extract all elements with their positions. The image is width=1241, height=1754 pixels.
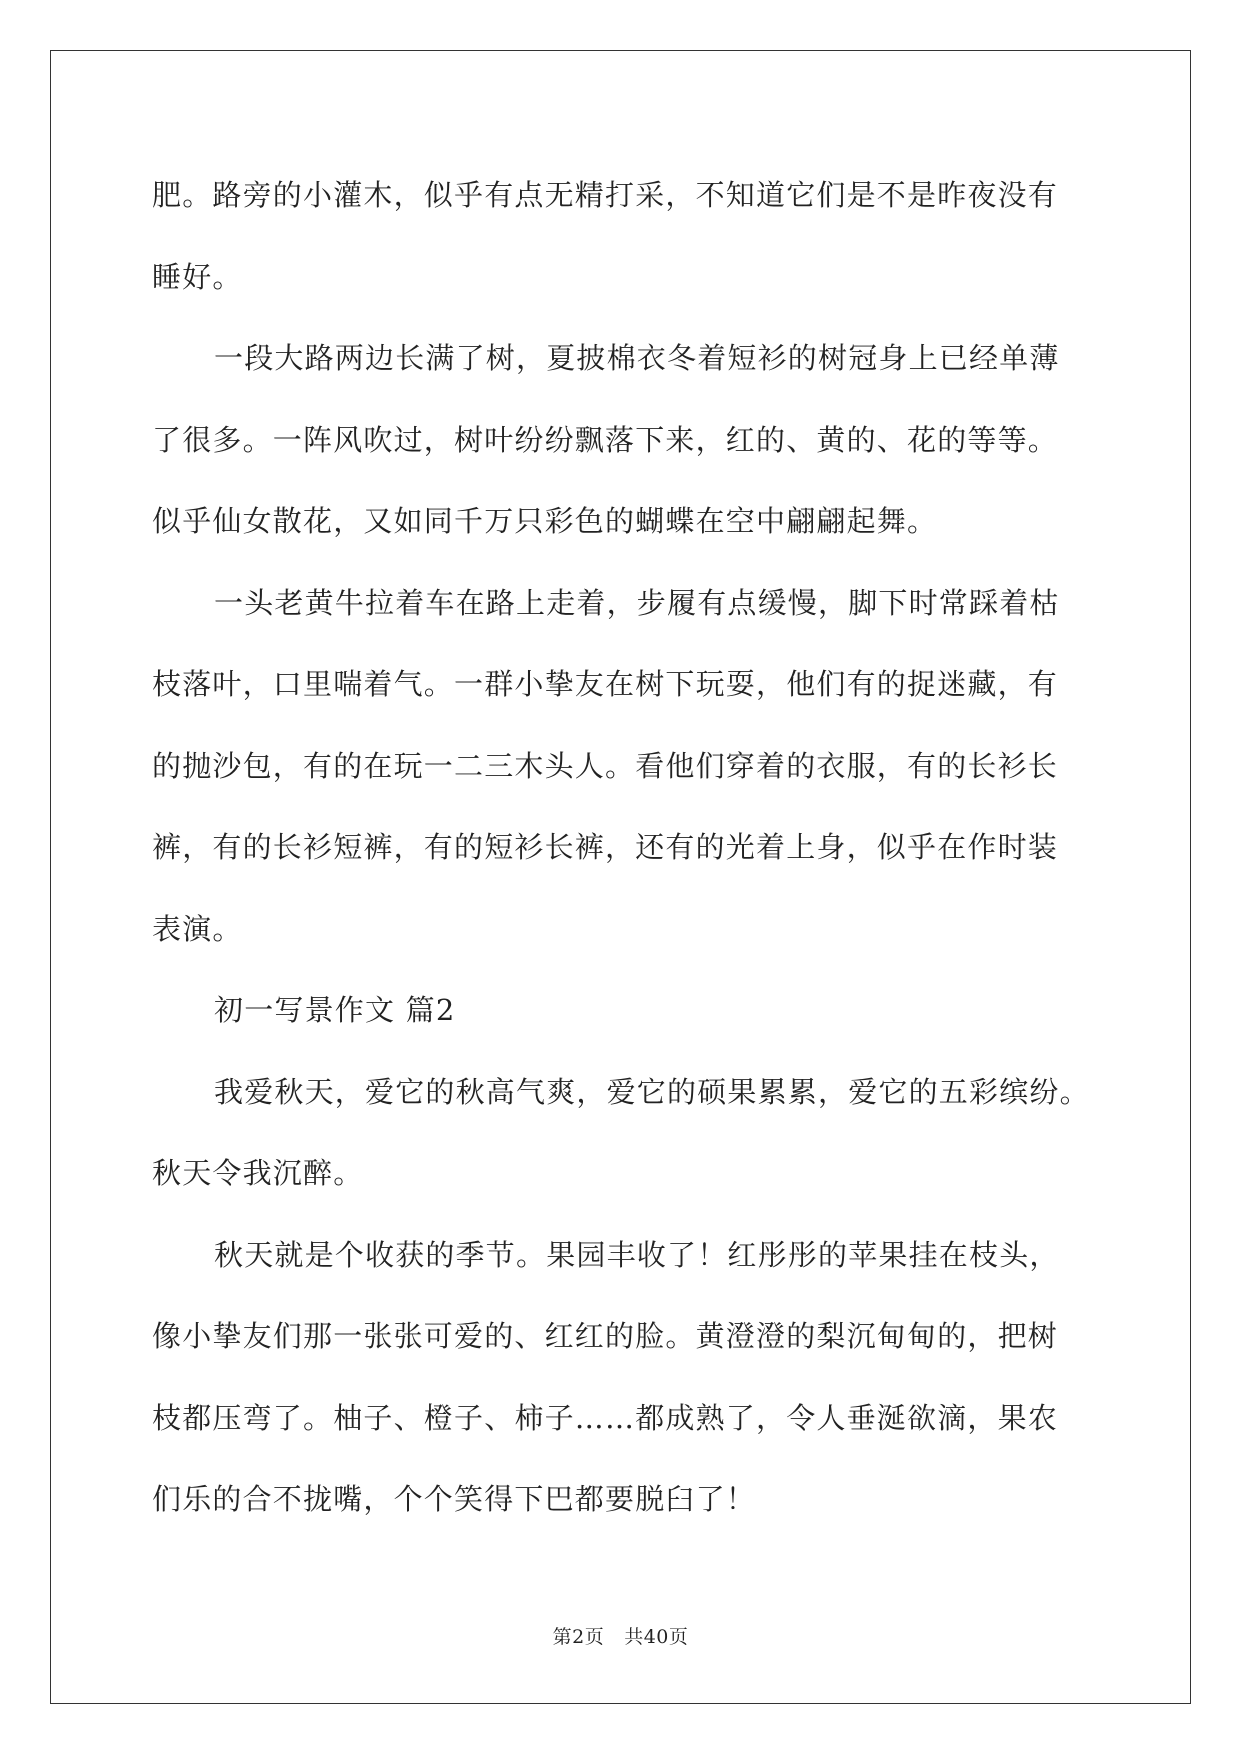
- paragraph-start: 一头老黄牛拉着车在路上走着，步履有点缓慢，脚下时常踩着枯: [214, 585, 1060, 620]
- text-line: 的抛沙包，有的在玩一二三木头人。看他们穿着的衣服，有的长衫长: [152, 748, 1059, 783]
- text-line: 像小挚友们那一张张可爱的、红红的脸。黄澄澄的梨沉甸甸的，把树: [152, 1319, 1059, 1353]
- text-line: 们乐的合不拢嘴，个个笑得下巴都要脱臼了！: [152, 1482, 757, 1516]
- page-footer: [0, 1622, 1241, 1649]
- text-line: 表演。: [152, 911, 243, 946]
- page-total: 共40页: [624, 1626, 689, 1648]
- text-line: 枝都压弯了。柚子、橙子、柿子……都成熟了，令人垂涎欲滴，果农: [152, 1400, 1059, 1435]
- paragraph-start: 我爱秋天，爱它的秋高气爽，爱它的硕果累累，爱它的五彩缤纷。: [214, 1074, 1090, 1109]
- text-line: 似乎仙女散花，又如同千万只彩色的蝴蝶在空中翩翩起舞。: [152, 504, 938, 538]
- paragraph-start: 一段大路两边长满了树，夏披棉衣冬着短衫的树冠身上已经单薄: [214, 341, 1060, 375]
- text-line: 肥。路旁的小灌木，似乎有点无精打采，不知道它们是不是昨夜没有: [152, 178, 1059, 212]
- text-line: 秋天令我沉醉。: [152, 1156, 364, 1190]
- paragraph-start: 秋天就是个收获的季节。果园丰收了！红彤彤的苹果挂在枝头，: [214, 1237, 1060, 1272]
- text-line: 裤，有的长衫短裤，有的短衫长裤，还有的光着上身，似乎在作时装: [152, 830, 1059, 864]
- text-line: 枝落叶，口里喘着气。一群小挚友在树下玩耍，他们有的捉迷藏，有: [152, 667, 1059, 701]
- document-body: [152, 155, 1090, 1541]
- section-heading: 初一写景作文 篇2: [214, 993, 456, 1027]
- text-line: 了很多。一阵风吹过，树叶纷纷飘落下来，红的、黄的、花的等等。: [152, 422, 1059, 457]
- text-line: 睡好。: [152, 259, 243, 294]
- page-number: 第2页: [552, 1626, 605, 1648]
